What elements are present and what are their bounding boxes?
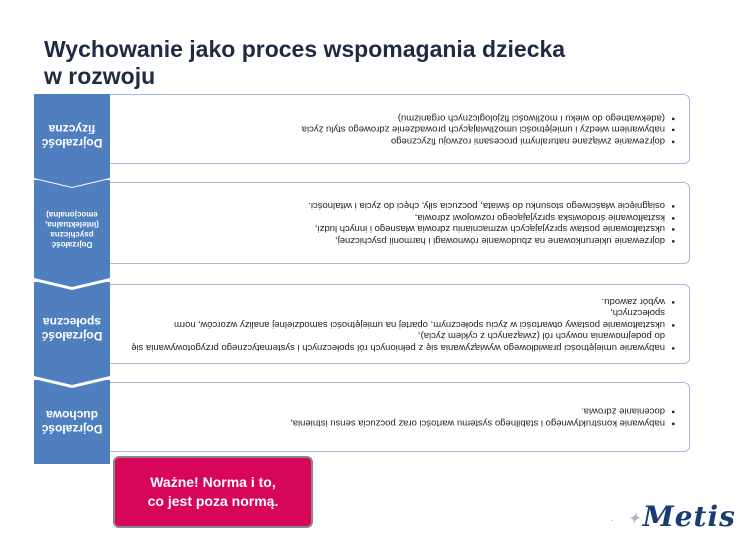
category-social (34, 282, 110, 376)
list-item: • nabywaniem wiedzy i umiejętności umożliwiających prowadzenie zdrowego stylu życia (122, 123, 675, 135)
category-psychological (34, 180, 110, 278)
list-item: • ukształtowanie postaw sprzyjających wzmacnianiu zdrowia własnego i innych ludzi, (122, 223, 675, 235)
logo-mark-icon: ✦ (628, 510, 641, 527)
panel-social-list (122, 295, 675, 353)
category-arrow-notch (34, 278, 110, 287)
list-item: • docenianie zdrowia. (122, 406, 675, 418)
panel-physical-list (122, 112, 675, 147)
panel-psychological (110, 182, 690, 264)
panel-psychological-list (122, 200, 675, 246)
list-item: • kształtowanie środowiska sprzyjającego rozwojowi zdrowia, (122, 212, 675, 224)
category-arrow-notch (34, 178, 110, 187)
list-item: • nabywanie konstruktywnego i stabilnego systemu wartości oraz poczucia sensu istnienia, (122, 417, 675, 429)
metis-logo (628, 500, 736, 533)
list-item: • osiągnięcie właściwego stosunku do świata, poczucia siły, chęci do życia i witalności. (122, 200, 675, 212)
list-item: • dojrzewanie związane naturalnymi procesami rozwoju fizycznego (122, 135, 675, 147)
category-spiritual (34, 380, 110, 464)
panel-social (110, 284, 690, 364)
page-marker: · (610, 515, 614, 526)
panel-physical (110, 94, 690, 164)
list-item: • wybór zawodu. (122, 295, 675, 307)
logo-text: Metis (642, 500, 736, 533)
panel-spiritual-list (122, 406, 675, 429)
slide-title: Wychowanie jako proces wspomagania dziecka w rozwoju (44, 36, 566, 89)
important-note-box: Ważne! Norma i to, co jest poza normą. (113, 456, 313, 528)
list-item: • (adekwatnego do wieku i możliwości fizjologicznych organizmu) (122, 112, 675, 124)
panel-spiritual (110, 382, 690, 452)
list-item: • ukształtowanie postawy otwartości w życiu społecznym, opartej na umiejętności samodzielnej analizy wzorców, norm społecznych, (122, 307, 675, 330)
category-psychological-label: Dojrzałość psychiczna (intelektualna, emocjonalna) (45, 210, 99, 249)
category-spiritual-label: Dojrzałość duchowa (41, 408, 103, 436)
category-social-label: Dojrzałość społeczna (41, 315, 103, 343)
category-physical (34, 94, 110, 178)
list-item: • dojrzewanie ukierunkowane na zbudowanie równowagi i harmonii psychicznej, (122, 235, 675, 247)
list-item: • nabywanie umiejętności prawidłowego wywiązywania się z pełnionych ról społecznych i systematycznego przygotowywania się do podejmowania nowych ról (związanych z cyklem życia), (122, 330, 675, 353)
category-physical-label: Dojrzałość fizyczna (41, 122, 103, 150)
category-arrow-notch (34, 376, 110, 385)
